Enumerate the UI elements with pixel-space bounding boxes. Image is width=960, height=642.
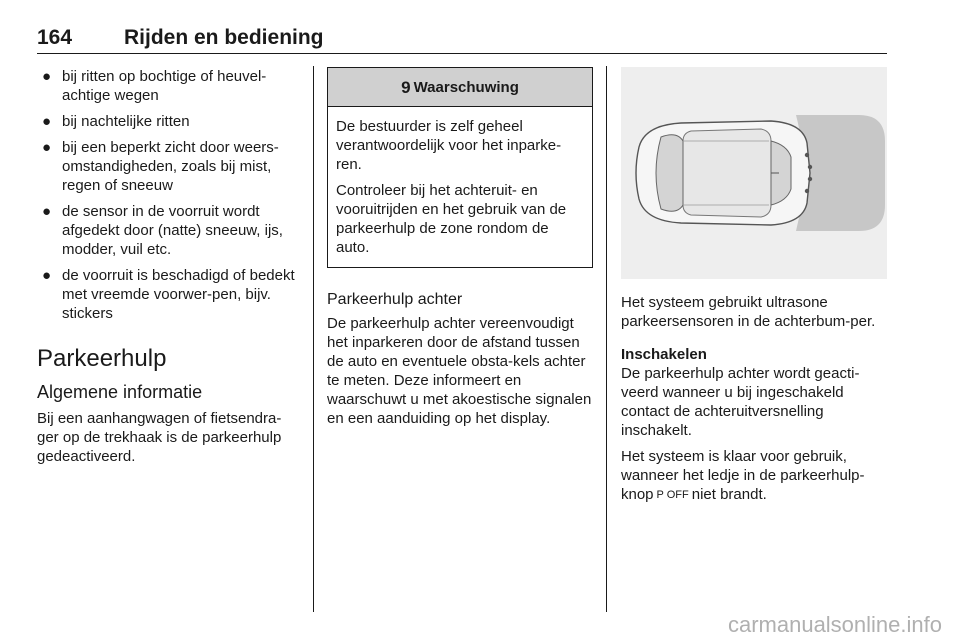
column-1 xyxy=(37,67,303,473)
list-item xyxy=(37,266,303,323)
warning-body xyxy=(328,107,592,267)
section-heading: Parkeerhulp achter xyxy=(327,291,463,308)
section-title: Parkeerhulp xyxy=(37,345,167,372)
warning-paragraph: Controleer bij het achteruit- en vooruitrijden en het gebruik van de parkeerhulp de zone rondom de auto. xyxy=(336,182,567,256)
warning-icon: 9 xyxy=(401,77,411,97)
page-number: 164 xyxy=(37,26,73,49)
list-item xyxy=(37,67,303,105)
parking-off-button-icon: P OFF xyxy=(656,489,689,501)
watermark: carmanualsonline.info xyxy=(727,612,942,637)
page-header xyxy=(37,26,887,52)
section-heading: Inschakelen xyxy=(621,346,707,363)
column-divider-2 xyxy=(606,66,607,612)
paragraph: De parkeerhulp achter vereenvoudigt het inparkeren door de afstand tussen de auto en eventuele obsta-kels achter te meten. Deze informeert en waarschuwt u met akoestische signalen en een aanduiding op het display. xyxy=(327,315,592,427)
bullet-icon: ● xyxy=(42,203,52,220)
warning-box xyxy=(327,67,593,268)
list-item-text: de sensor in de voorruit wordt afgedekt door (natte) sneeuw, ijs, modder, vuil etc. xyxy=(62,203,283,258)
list-item-text: bij een beperkt zicht door weers-omstandigheden, zoals bij mist, regen of sneeuw xyxy=(62,139,279,194)
list-item xyxy=(37,202,303,259)
list-item xyxy=(37,112,303,131)
column-divider-1 xyxy=(313,66,314,612)
warning-header xyxy=(328,68,592,107)
bullet-icon: ● xyxy=(42,139,52,156)
paragraph: De parkeerhulp achter wordt geacti-veerd wanneer u bij ingeschakeld contact de achteruitversnelling inschakelt. xyxy=(621,365,860,439)
bullet-icon: ● xyxy=(42,113,52,130)
paragraph-text: Het systeem is klaar voor gebruik, wanneer het ledje in de parkeerhulp-knop xyxy=(621,448,865,503)
paragraph xyxy=(621,447,887,505)
paragraph: Bij een aanhangwagen of fietsendra-ger op de trekhaak is de parkeerhulp gedeactiveerd. xyxy=(37,410,282,465)
warning-title: Waarschuwing xyxy=(413,78,519,96)
list-item xyxy=(37,138,303,195)
bullet-icon: ● xyxy=(42,68,52,85)
column-3 xyxy=(621,67,887,512)
paragraph-text: niet brandt. xyxy=(691,486,767,503)
list-item-text: bij nachtelijke ritten xyxy=(62,113,190,130)
list-item-text: bij ritten op bochtige of heuvel-achtige wegen xyxy=(62,68,267,104)
header-rule xyxy=(37,53,887,54)
warning-paragraph: De bestuurder is zelf geheel verantwoordelijk voor het inparke-ren. xyxy=(336,118,562,173)
bullet-icon: ● xyxy=(42,267,52,284)
column-2 xyxy=(327,67,593,435)
paragraph: Het systeem gebruikt ultrasone parkeersensoren in de achterbum-per. xyxy=(621,294,876,330)
page-title: Rijden en bediening xyxy=(124,26,324,49)
bullet-list xyxy=(37,67,303,323)
list-item-text: de voorruit is beschadigd of bedekt met vreemde voorwer-pen, bijv. stickers xyxy=(62,267,295,322)
car-top-view-rear-sensor-zone-icon xyxy=(621,67,887,279)
subsection-title: Algemene informatie xyxy=(37,382,203,402)
